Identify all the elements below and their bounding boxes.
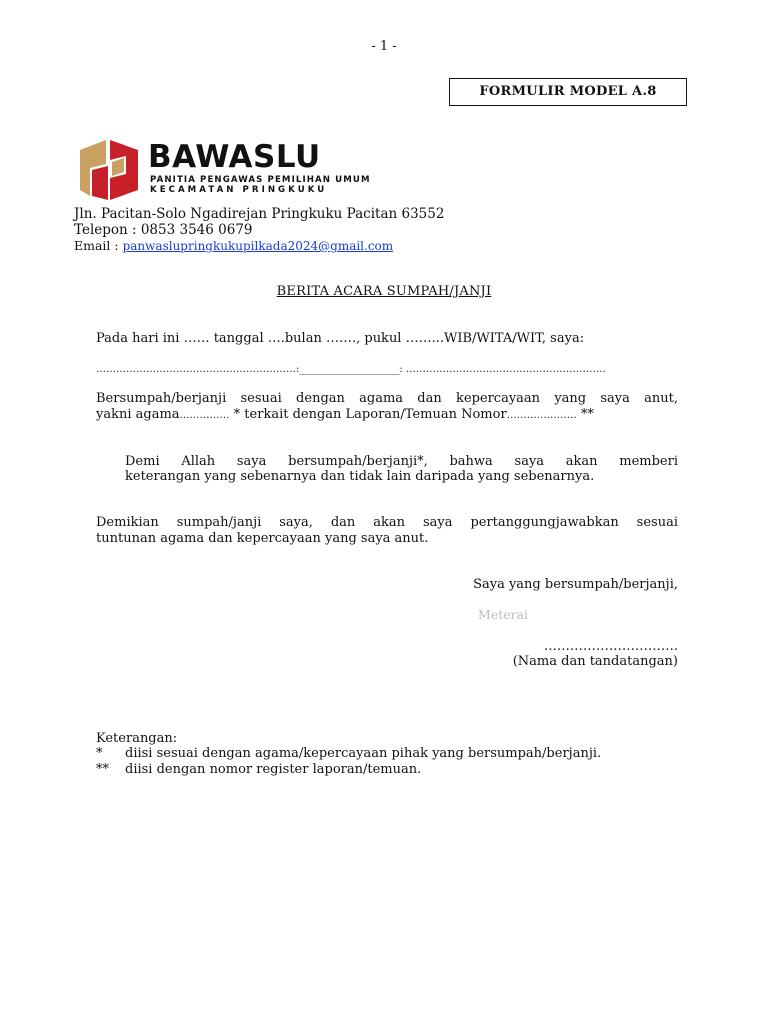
note-mark: *: [96, 746, 103, 761]
email-label: Email :: [74, 238, 123, 253]
oath-text-line-2: keterangan yang sebenarnya dan tidak lain daripada yang sebenarnya.: [125, 469, 595, 484]
name-fill-line: ……………………………………………………:____________________: ……………………………………………………: [96, 364, 606, 375]
oath-text-line-1: Demi Allah saya bersumpah/berjanji*, bahwa saya akan memberi: [125, 454, 678, 469]
address-line: Jln. Pacitan-Solo Ngadirejan Pringkuku Pacitan 63552: [74, 206, 445, 222]
report-number-fill: …………………: [506, 410, 577, 421]
form-model-box: FORMULIR MODEL A.8: [449, 78, 687, 106]
stamp-placeholder: Meterai: [478, 607, 529, 622]
closing-line-1: Demikian sumpah/janji saya, dan akan saya pertanggungjawabkan sesuai: [96, 515, 678, 530]
notes-title: Keterangan:: [96, 731, 178, 746]
bawaslu-logo-icon: [76, 138, 146, 202]
signature-name-label: (Nama dan tandatangan): [512, 654, 678, 669]
report-label: * terkait dengan Laporan/Temuan Nomor: [229, 407, 507, 422]
phone-line: Telepon : 0853 3546 0679: [74, 222, 253, 238]
closing-line-2: tuntunan agama dan kepercayaan yang saya anut.: [96, 531, 429, 546]
note-mark: **: [96, 762, 109, 777]
religion-fill: ……………: [179, 410, 230, 421]
footnote-mark: **: [576, 407, 594, 422]
note-item: [96, 746, 601, 762]
note-text: diisi dengan nomor register laporan/temuan.: [125, 762, 422, 777]
org-subtitle-2: KECAMATAN PRINGKUKU: [150, 185, 328, 195]
oath-intro-line-2: [96, 407, 678, 424]
org-subtitle-1: PANITIA PENGAWAS PEMILIHAN UMUM: [150, 175, 371, 185]
page-number: - 1 -: [371, 39, 397, 54]
religion-label: yakni agama: [96, 407, 180, 422]
note-text: diisi sesuai dengan agama/kepercayaan pihak yang bersumpah/berjanji.: [125, 746, 602, 761]
signature-label: Saya yang bersumpah/berjanji,: [473, 577, 678, 592]
email-line: [74, 238, 393, 254]
opening-line: Pada hari ini …… tanggal ….bulan ……., pukul ……...WIB/WITA/WIT, saya:: [96, 331, 585, 346]
oath-intro-line-1: Bersumpah/berjanji sesuai dengan agama dan kepercayaan yang saya anut,: [96, 391, 678, 406]
note-item: [96, 762, 421, 778]
org-name: BAWASLU: [148, 139, 321, 175]
email-link[interactable]: panwaslupringkukupilkada2024@gmail.com: [122, 239, 394, 253]
signature-line: ………………………….: [543, 639, 678, 654]
document-title: BERITA ACARA SUMPAH/JANJI: [276, 284, 492, 299]
